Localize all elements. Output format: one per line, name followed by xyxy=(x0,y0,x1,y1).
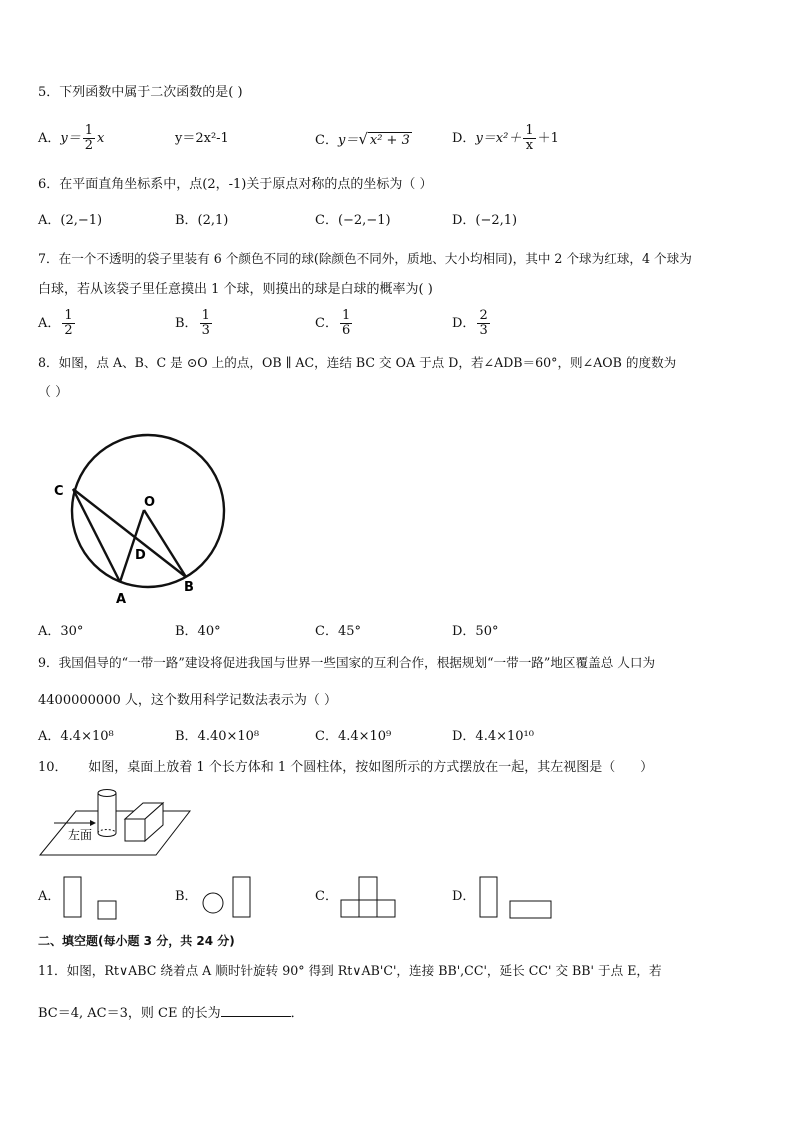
option-label: A． xyxy=(38,131,61,146)
circle-figure xyxy=(40,425,250,610)
q10-option-c: C． xyxy=(315,889,338,904)
fraction: $\frac{1}{2}$ xyxy=(64,308,73,338)
circle-o xyxy=(72,435,224,587)
q9-stem-line2: 4400000000 人，这个数用科学记数法表示为（ ） xyxy=(38,693,337,708)
tall-rect xyxy=(480,877,497,917)
q5-option-b: y＝2x²-1 xyxy=(175,131,229,146)
q9-option-d: D．4.4×10¹⁰ xyxy=(452,729,534,744)
q10-option-b-figure xyxy=(198,875,260,923)
q8-stem-line1: 8．如图，点 A、B、C 是 ⊙O 上的点，OB ∥ AC，连结 BC 交 OA 于点 D，若∠ADB＝60°，则∠AOB 的度数为 xyxy=(38,355,677,370)
q7-stem-line1: 7．在一个不透明的袋子里装有 6 个颜色不同的球(除颜色不同外，质地、大小均相同)，其中 2 个球为红球，4 个球为 xyxy=(38,251,692,266)
label-o: O xyxy=(144,495,156,510)
circle-view xyxy=(203,893,223,913)
tall-rect xyxy=(233,877,250,917)
segment-oa xyxy=(120,510,144,582)
fraction: $\frac{1}{6}$ xyxy=(341,308,351,338)
option-text: y＝ xyxy=(60,131,81,146)
cylinder-body xyxy=(98,793,116,833)
label-left-face: 左面 xyxy=(68,828,93,842)
label-c: C xyxy=(54,484,64,499)
cylinder-bottom xyxy=(98,833,116,837)
q8-option-d: D．50° xyxy=(452,624,499,639)
q8-option-c: C．45° xyxy=(315,624,361,639)
q10-option-d-figure xyxy=(476,875,556,923)
arrow-head-icon xyxy=(90,820,96,826)
fraction: $\frac{1}{x}$ xyxy=(525,123,534,153)
q9-stem-line1: 9．我国倡导的“一带一路”建设将促进我国与世界一些国家的互利合作，根据规划“一带一路”地区覆盖总 人口为 xyxy=(38,655,656,670)
tall-rect xyxy=(64,877,81,917)
sqrt-symbol: √ xyxy=(358,130,368,148)
q5-option-d: D．y＝x²＋ $\frac{1}{x}$ ＋1 xyxy=(452,123,559,153)
label-a: A xyxy=(116,592,127,607)
q10-stem: 10． 如图，桌面上放着 1 个长方体和 1 个圆柱体，按如图所示的方式摆放在一起，其左视图是（ ） xyxy=(38,760,654,775)
q10-option-a: A． xyxy=(38,889,61,904)
q10-option-c-figure xyxy=(338,875,400,923)
fraction: $\frac{2}{3}$ xyxy=(479,308,488,338)
tall-rect xyxy=(359,877,377,917)
q7-option-a: A． $\frac{1}{2}$ xyxy=(38,308,73,338)
q5-option-a: A．y＝ $\frac{1}{2}$ x xyxy=(38,123,105,153)
table-figure xyxy=(38,785,198,860)
q7-option-d: D． $\frac{2}{3}$ xyxy=(452,308,488,338)
q10-option-d: D． xyxy=(452,889,476,904)
q9-option-c: C．4.4×10⁹ xyxy=(315,729,392,744)
q8-option-a: A．30° xyxy=(38,624,84,639)
q7-stem-line2: 白球，若从该袋子里任意摸出 1 个球，则摸出的球是白球的概率为( ) xyxy=(38,282,433,297)
cuboid-front xyxy=(125,819,145,841)
chord-cb xyxy=(73,489,186,577)
radicand: x² + 3 xyxy=(369,133,410,148)
q6-option-a: A．(2,−1) xyxy=(38,213,103,228)
q10-option-b: B． xyxy=(175,889,198,904)
wide-rect xyxy=(510,901,551,918)
segment-ob xyxy=(144,510,186,577)
label-d: D xyxy=(135,548,146,563)
q9-option-a: A．4.4×10⁸ xyxy=(38,729,114,744)
q6-option-d: D．(−2,1) xyxy=(452,213,518,228)
q5-stem: 5．下列函数中属于二次函数的是( ) xyxy=(38,85,243,100)
section-title: 二、填空题(每小题 3 分，共 24 分) xyxy=(38,934,235,948)
wide-rect xyxy=(341,900,395,917)
q6-option-b: B．(2,1) xyxy=(175,213,229,228)
q7-option-c: C． $\frac{1}{6}$ xyxy=(315,308,351,338)
q8-stem-line2: （ ） xyxy=(38,385,69,400)
q7-option-b: B． $\frac{1}{3}$ xyxy=(175,308,210,338)
fraction: $\frac{1}{3}$ xyxy=(201,308,210,338)
fraction: $\frac{1}{2}$ xyxy=(84,123,94,153)
small-square xyxy=(98,901,116,919)
q11-stem-line1: 11．如图，Rt∨ABC 绕着点 A 顺时针旋转 90° 得到 Rt∨AB'C'，连接 BB',CC'，延长 CC' 交 BB' 于点 E，若 xyxy=(38,963,662,978)
q8-option-b: B．40° xyxy=(175,624,221,639)
cylinder-top xyxy=(98,790,116,797)
q11-stem-line2: BC＝4, AC＝3，则 CE 的长为 ． xyxy=(38,1003,304,1023)
q10-option-a-figure xyxy=(60,875,122,923)
answer-blank[interactable] xyxy=(221,1003,291,1017)
q6-stem: 6．在平面直角坐标系中，点(2，-1)关于原点对称的点的坐标为（ ） xyxy=(38,177,433,192)
q6-option-c: C．(−2,−1) xyxy=(315,213,391,228)
q9-option-b: B．4.40×10⁸ xyxy=(175,729,260,744)
q5-option-c: C．y＝√ x² + 3 xyxy=(315,130,410,148)
label-b: B xyxy=(184,580,194,595)
